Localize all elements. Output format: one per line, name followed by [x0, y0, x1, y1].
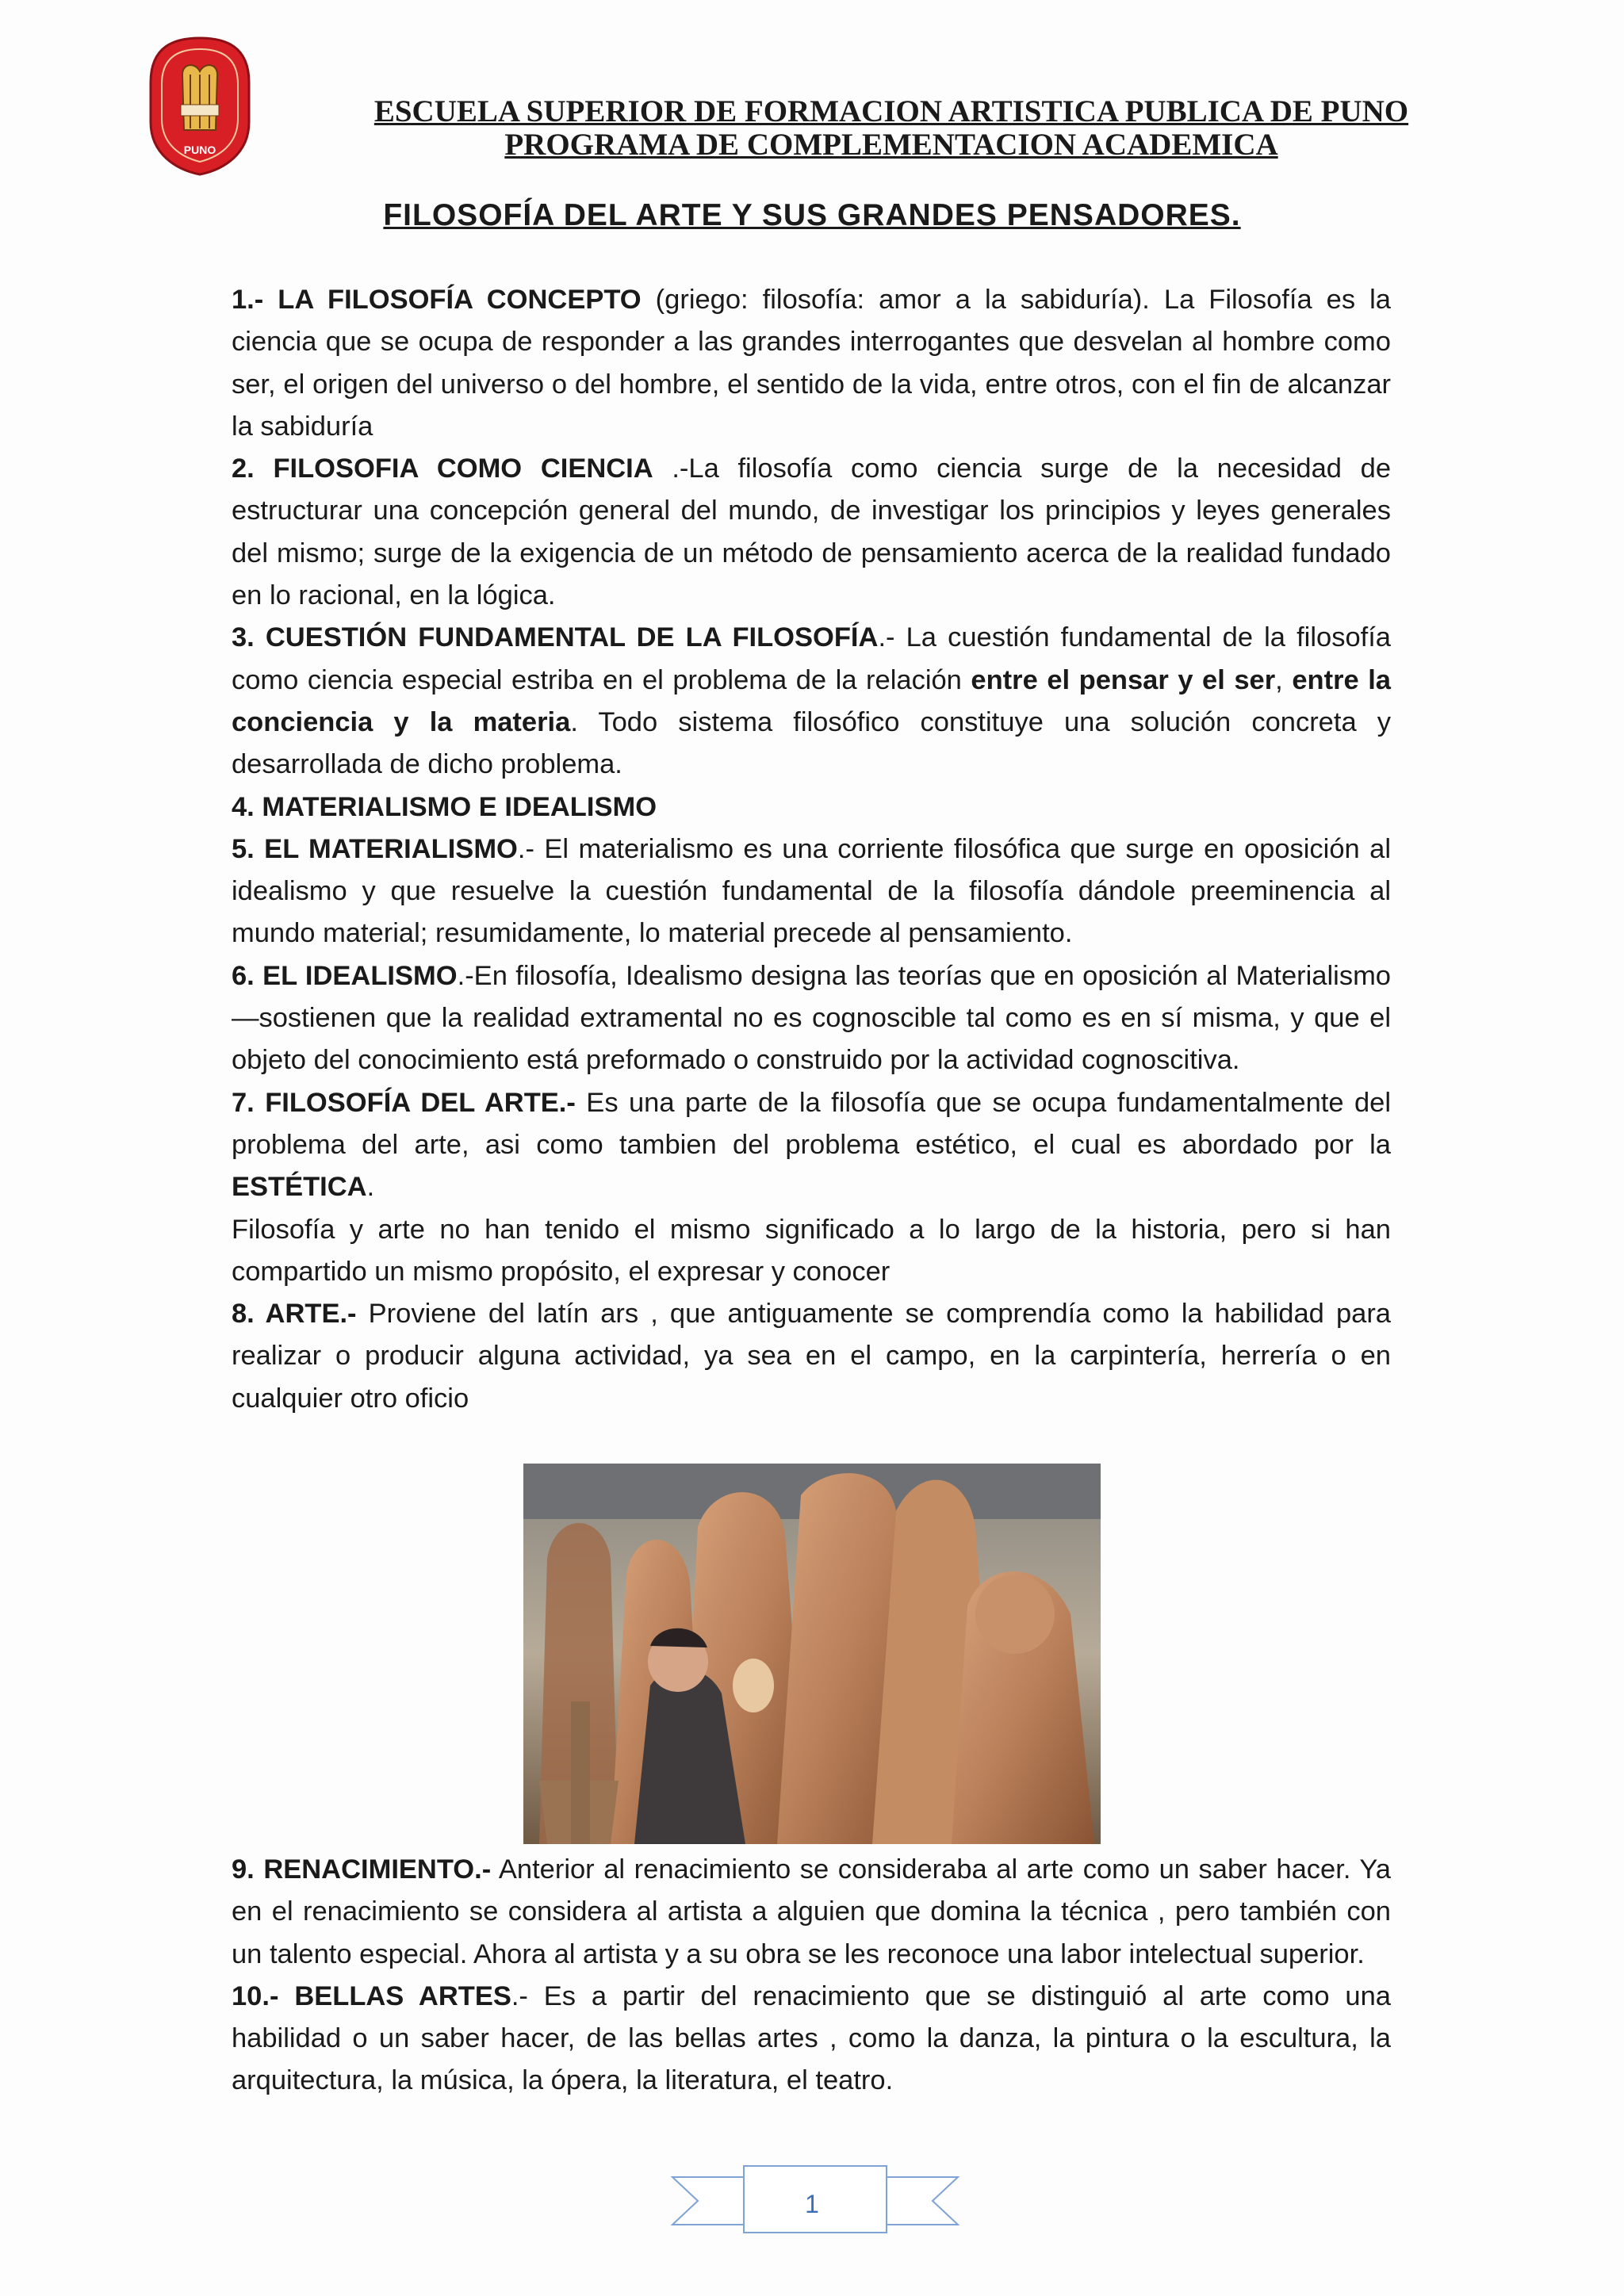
- section-5-heading: 5. EL MATERIALISMO: [232, 833, 518, 864]
- section-6-heading: 6. EL IDEALISMO: [232, 960, 458, 991]
- body-text-bottom: [232, 1849, 1391, 2103]
- section-4: [232, 786, 1391, 828]
- section-10: 10.- BELLAS ARTES.- Es a partir del renacimiento que se distinguió al arte como una habilidad o un saber hacer, de las bellas artes , como la danza, la pintura o la escultura, la arquitectura, la música, la ópera, la literatura, el teatro.: [232, 1980, 1391, 2096]
- school-name: ESCUELA SUPERIOR DE FORMACION ARTISTICA PUBLICA DE PUNO: [373, 94, 1409, 128]
- section-9: 9. RENACIMIENTO.- Anterior al renacimiento se consideraba al arte como un saber hacer. Ya en el renacimiento se considera al artista a alguien que domina la técnica , pero también con un talento especial. Ahora al artista y a su obra se les reconoce una labor intelectual superior.: [232, 1854, 1391, 1969]
- section-3: 3. CUESTIÓN FUNDAMENTAL DE LA FILOSOFÍA.- La cuestión fundamental de la filosofía como ciencia especial estriba en el problema de la relación entre el pensar y el ser, entre la conciencia y la materia. Todo sistema filosófico constituye una solución concreta y desarrollada de dicho problema.: [232, 622, 1391, 780]
- wood-carving-photo: [523, 1464, 1101, 1844]
- section-8: 8. ARTE.- Proviene del latín ars , que antiguamente se comprendía como la habilidad para realizar o producir alguna actividad, ya sea en el campo, en la carpintería, herrería o en cualquier otro oficio: [232, 1299, 1391, 1414]
- document-title: FILOSOFÍA DEL ARTE Y SUS GRANDES PENSADORES.: [383, 198, 1241, 232]
- section-5: 5. EL MATERIALISMO.- El materialismo es una corriente filosófica que surge en oposición al idealismo y que resuelve la cuestión fundamental de la filosofía dándole preeminencia al mundo material; resumidamente, lo material precede al pensamiento.: [232, 833, 1391, 949]
- program-name: PROGRAMA DE COMPLEMENTACION ACADEMICA: [504, 128, 1278, 162]
- section-10-heading: 10.- BELLAS ARTES: [232, 1980, 511, 2011]
- page-number: 1: [805, 2190, 819, 2218]
- section-1-heading: 1.- LA FILOSOFÍA CONCEPTO: [232, 285, 642, 315]
- section-7-heading: 7. FILOSOFÍA DEL ARTE.-: [232, 1087, 576, 1118]
- section-9-heading: 9. RENACIMIENTO.-: [232, 1854, 492, 1885]
- section-4-heading: 4. MATERIALISMO E IDEALISMO: [232, 791, 657, 822]
- section-2: 2. FILOSOFIA COMO CIENCIA .-La filosofía como ciencia surge de la necesidad de estructurar una concepción general del mundo, de investigar los principios y leyes generales del mismo; surge de la exigencia de un método de pensamiento acerca de la realidad fundado en lo racional, en la lógica.: [232, 453, 1392, 611]
- section-7-extra: Filosofía y arte no han tenido el mismo significado a lo largo de la historia, pero si han compartido un mismo propósito, el expresar y conocer: [232, 1214, 1391, 1287]
- section-3-heading: 3. CUESTIÓN FUNDAMENTAL DE LA FILOSOFÍA: [232, 622, 879, 653]
- svg-text:PUNO: PUNO: [183, 144, 216, 156]
- section-7: 7. FILOSOFÍA DEL ARTE.- Es una parte de la filosofía que se ocupa fundamentalmente del problema del arte, asi como tambien del problema estético, el cual es abordado por la ESTÉTICA.: [232, 1087, 1392, 1203]
- section-2-heading: 2. FILOSOFIA COMO CIENCIA: [232, 453, 653, 484]
- body-text-top: [232, 279, 1391, 1420]
- section-6: 6. EL IDEALISMO.-En filosofía, Idealismo designa las teorías que en oposición al Materialismo—sostienen que la realidad extramental no es cognoscible tal como es en sí misma, y que el objeto del conocimiento está preformado o construido por la actividad cognoscitiva.: [232, 960, 1391, 1076]
- section-8-heading: 8. ARTE.-: [232, 1299, 357, 1330]
- section-1: 1.- LA FILOSOFÍA CONCEPTO (griego: filosofía: amor a la sabiduría). La Filosofía es la ciencia que se ocupa de responder a las grandes interrogantes que desvelan al hombre como ser, el origen del universo o del hombre, el sentido de la vida, entre otros, con el fin de alcanzar la sabiduría: [232, 285, 1391, 442]
